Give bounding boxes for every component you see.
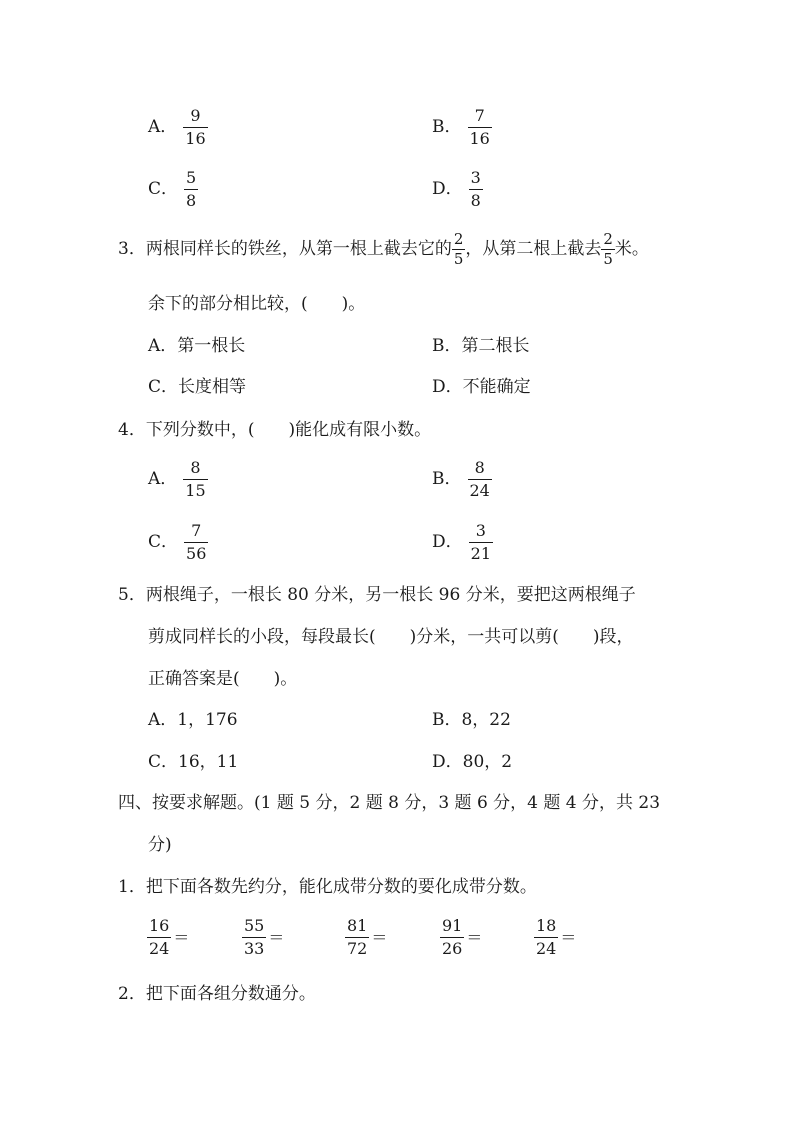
q4-option-d bbox=[432, 523, 493, 562]
denominator: 8 bbox=[186, 191, 197, 210]
fraction bbox=[601, 232, 615, 267]
q3-text-part3: 米。 bbox=[614, 239, 649, 259]
fraction bbox=[440, 918, 464, 957]
numerator: 16 bbox=[149, 916, 170, 935]
option-label: A． bbox=[148, 117, 178, 137]
q3-stem-line2: 余下的部分相比较，( )。 bbox=[148, 294, 366, 314]
denominator: 8 bbox=[470, 191, 481, 210]
fraction bbox=[242, 918, 266, 957]
q5-option-c: C．16，11 bbox=[148, 752, 239, 772]
numerator: 2 bbox=[603, 230, 613, 248]
equals-sign: ＝ bbox=[268, 927, 285, 947]
q3-text-part2: ，从第二根上截去 bbox=[465, 239, 602, 259]
option-label: B． bbox=[432, 469, 462, 489]
fraction bbox=[183, 460, 207, 499]
q4-option-b bbox=[432, 460, 492, 499]
numerator: 3 bbox=[475, 521, 486, 540]
q4-option-a bbox=[148, 460, 208, 499]
fraction bbox=[147, 918, 171, 957]
denominator: 15 bbox=[185, 481, 206, 500]
option-label: D． bbox=[432, 532, 463, 552]
fraction bbox=[184, 170, 198, 209]
denominator: 33 bbox=[244, 939, 265, 958]
numerator: 7 bbox=[191, 521, 202, 540]
fraction bbox=[183, 108, 207, 147]
numerator: 18 bbox=[536, 916, 557, 935]
q4-stem: 4．下列分数中，( )能化成有限小数。 bbox=[118, 420, 432, 440]
q3-option-b: B．第二根长 bbox=[432, 336, 530, 356]
fraction bbox=[452, 232, 466, 267]
numerator: 8 bbox=[190, 458, 201, 477]
q5-option-b: B．8，22 bbox=[432, 710, 511, 730]
denominator: 24 bbox=[536, 939, 557, 958]
denominator: 24 bbox=[149, 939, 170, 958]
q2-option-a bbox=[148, 108, 208, 147]
numerator: 55 bbox=[244, 916, 265, 935]
q5-stem-line2: 剪成同样长的小段，每段最长( )分米，一共可以剪( )段， bbox=[148, 627, 634, 647]
fraction bbox=[468, 108, 492, 147]
q2-option-d bbox=[432, 170, 483, 209]
q5-stem-line1: 5．两根绳子，一根长 80 分米，另一根长 96 分米，要把这两根绳子 bbox=[118, 585, 636, 605]
fraction bbox=[184, 523, 208, 562]
equals-sign: ＝ bbox=[466, 927, 483, 947]
q4-option-c bbox=[148, 523, 208, 562]
equals-sign: ＝ bbox=[173, 927, 190, 947]
option-label: B． bbox=[432, 117, 462, 137]
fraction bbox=[534, 918, 558, 957]
denominator: 26 bbox=[442, 939, 463, 958]
reduce-item-4 bbox=[440, 918, 482, 957]
section4-heading-line2: 分) bbox=[148, 835, 172, 855]
q5-option-d: D．80，2 bbox=[432, 752, 513, 772]
fraction bbox=[469, 170, 483, 209]
reduce-item-3 bbox=[345, 918, 387, 957]
numerator: 5 bbox=[186, 168, 197, 187]
option-label: C． bbox=[148, 532, 179, 552]
denominator: 56 bbox=[186, 544, 207, 563]
numerator: 2 bbox=[453, 230, 464, 248]
section4-problem1-stem: 1．把下面各数先约分，能化成带分数的要化成带分数。 bbox=[118, 877, 537, 897]
denominator: 21 bbox=[470, 544, 491, 563]
numerator: 91 bbox=[442, 916, 463, 935]
denominator: 5 bbox=[603, 250, 613, 268]
fraction bbox=[468, 460, 492, 499]
fraction bbox=[345, 918, 369, 957]
denominator: 5 bbox=[453, 250, 464, 268]
option-label: D． bbox=[432, 179, 463, 199]
denominator: 16 bbox=[185, 129, 206, 148]
q3-option-c: C．长度相等 bbox=[148, 377, 247, 397]
reduce-item-2 bbox=[242, 918, 284, 957]
denominator: 24 bbox=[469, 481, 490, 500]
fraction bbox=[469, 523, 493, 562]
q3-text-part1: 3．两根同样长的铁丝，从第一根上截去它的 bbox=[118, 239, 452, 259]
option-label: A． bbox=[148, 469, 178, 489]
equals-sign: ＝ bbox=[371, 927, 388, 947]
numerator: 9 bbox=[190, 106, 201, 125]
denominator: 72 bbox=[347, 939, 368, 958]
numerator: 81 bbox=[347, 916, 368, 935]
reduce-item-5 bbox=[534, 918, 576, 957]
numerator: 7 bbox=[474, 106, 485, 125]
q5-option-a: A．1，176 bbox=[148, 710, 238, 730]
equals-sign: ＝ bbox=[560, 927, 577, 947]
section4-problem2-stem: 2．把下面各组分数通分。 bbox=[118, 984, 316, 1004]
section4-heading-line1: 四、按要求解题。(1 题 5 分，2 题 8 分，3 题 6 分，4 题 4 分，共 23 bbox=[118, 793, 661, 813]
denominator: 16 bbox=[469, 129, 490, 148]
numerator: 8 bbox=[474, 458, 485, 477]
q3-option-d: D．不能确定 bbox=[432, 377, 531, 397]
numerator: 3 bbox=[470, 168, 481, 187]
reduce-item-1 bbox=[147, 918, 189, 957]
option-label: C． bbox=[148, 179, 179, 199]
q3-stem-line1 bbox=[118, 232, 649, 267]
q3-option-a: A．第一根长 bbox=[148, 336, 246, 356]
q2-option-c bbox=[148, 170, 198, 209]
q2-option-b bbox=[432, 108, 492, 147]
q5-stem-line3: 正确答案是( )。 bbox=[148, 669, 298, 689]
